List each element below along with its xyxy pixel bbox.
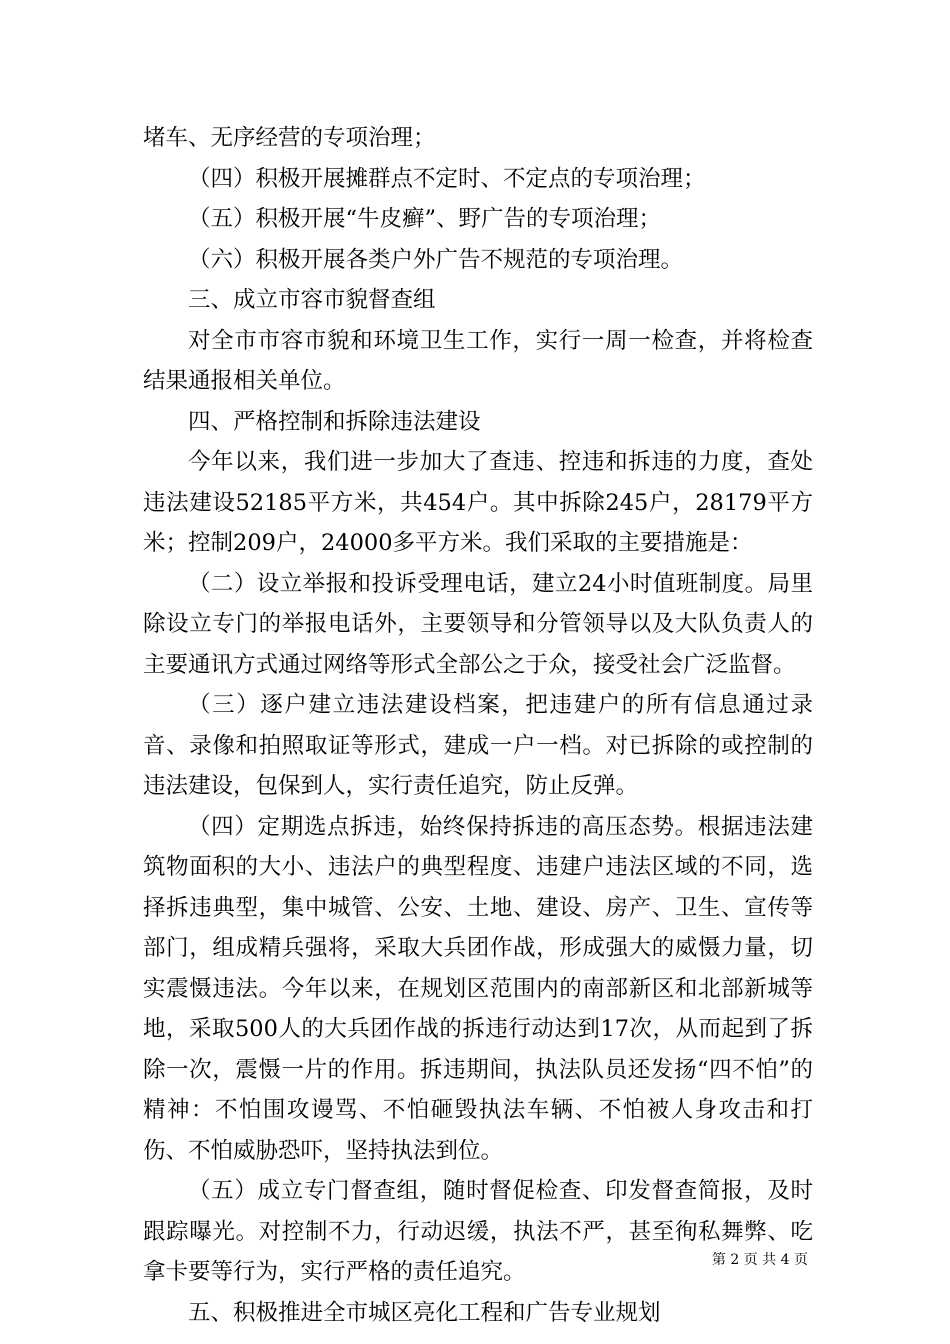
paragraph-8: 今年以来，我们进一步加大了查违、控违和拆违的力度，查处违法建设52185平方米，共454户。其中拆除245户，28179平方米；控制209户，24000多平方米。我们采取的主要措施是：: [143, 449, 813, 556]
paragraph-12: （五）成立专门督查组，随时督促检查、印发督查简报，及时跟踪曝光。对控制不力，行动迟缓，执法不严，甚至徇私舞弊、吃拿卡要等行为，实行严格的责任追究。: [143, 1178, 813, 1285]
page-number: 第 2 页 共 4 页: [711, 1252, 808, 1268]
paragraph-4: （六）积极开展各类户外广告不规范的专项治理。: [188, 246, 684, 273]
section-heading-4: 四、严格控制和拆除违法建设: [188, 408, 481, 435]
paragraph-3: （五）积极开展“牛皮癣”、野广告的专项治理；: [188, 206, 662, 232]
paragraph-6: 对全市市容市貌和环境卫生工作，实行一周一检查，并将检查结果通报相关单位。: [143, 327, 813, 394]
paragraph-1: 堵车、无序经营的专项治理；: [143, 125, 436, 151]
paragraph-2: （四）积极开展摊群点不定时、不定点的专项治理；: [188, 165, 706, 192]
paragraph-11: （四）定期选点拆违，始终保持拆违的高压态势。根据违法建筑物面积的大小、违法户的典型程度、违建户违法区域的不同，选择拆违典型，集中城管、公安、土地、建设、房产、卫生、宣传等部门，组成精兵强将，采取大兵团作战，形成强大的威慑力量，切实震慑违法。今年以来，在规划区范围内的南部新区和北部新城等地，采取500人的大兵团作战的拆违行动达到17次，从而起到了拆除一次，震慑一片的作用。拆违期间，执法队员还发扬“四不怕”的精神：不怕围攻谩骂、不怕砸毁执法车辆、不怕被人身攻击和打伤、不怕威胁恐吓，坚持执法到位。: [143, 813, 813, 1164]
paragraph-10: （三）逐户建立违法建设档案，把违建户的所有信息通过录音、录像和拍照取证等形式，建成一户一档。对已拆除的或控制的违法建设，包保到人，实行责任追究，防止反弹。: [143, 692, 813, 799]
page-footer: [0, 1249, 950, 1269]
paragraph-9: （二）设立举报和投诉受理电话，建立24小时值班制度。局里除设立专门的举报电话外，主要领导和分管领导以及大队负责人的主要通讯方式通过网络等形式全部公之于众，接受社会广泛监督。: [143, 570, 813, 678]
section-heading-5: 五、积极推进全市城区亮化工程和广告专业规划: [188, 1299, 661, 1326]
document-body: [143, 118, 813, 1333]
section-heading-3: 三、成立市容市貌督查组: [188, 287, 436, 313]
